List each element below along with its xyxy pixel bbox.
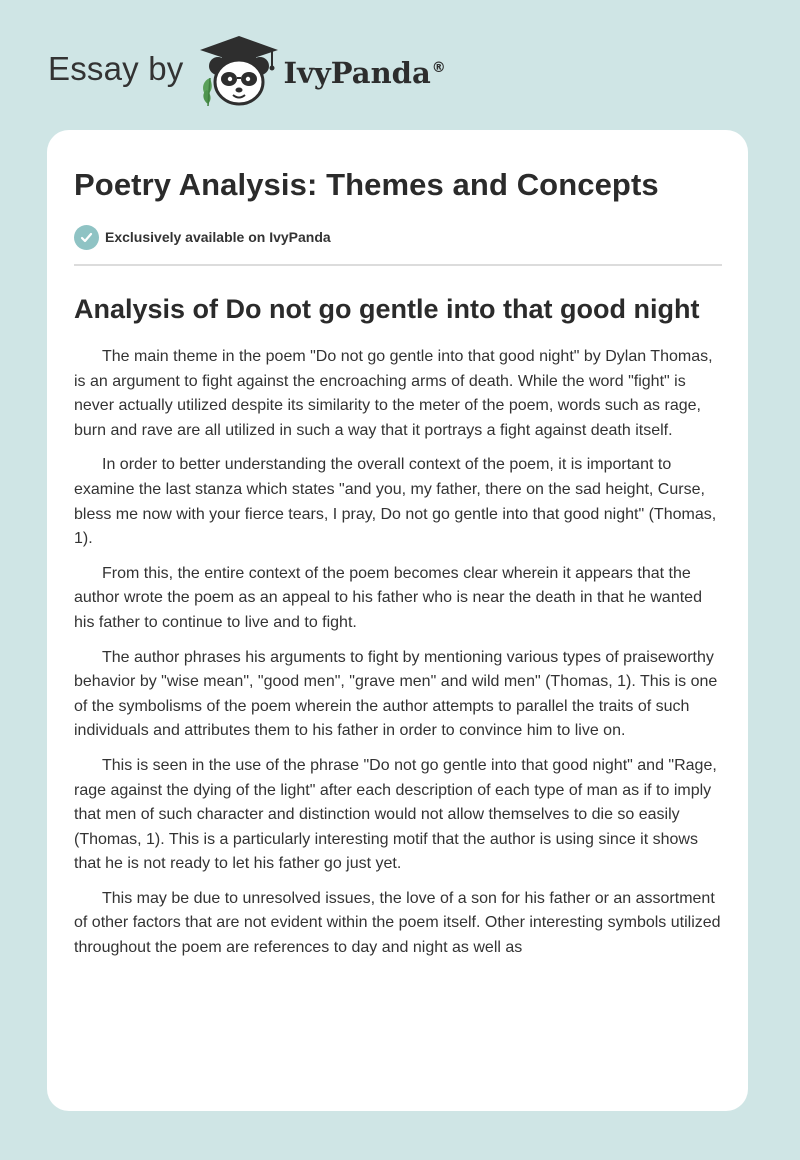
divider [74,264,722,266]
page-title: Poetry Analysis: Themes and Concepts [74,167,659,202]
panda-logo-icon [198,34,280,110]
brand-prefix: Essay by [48,50,184,87]
paragraph: From this, the entire context of the poem becomes clear wherein it appears that the author wrote the poem as an appeal to his father who is near the death in that he wanted his father to continue to live and to fight. [74,564,702,631]
brand-name: IvyPanda® [283,56,446,90]
paragraph: The author phrases his arguments to fight by mentioning various types of praiseworthy behavior by "wise mean", "good men", "grave men" and wild men" (Thomas, 1). This is one of the symbolisms of the poem wherein the author attempts to parallel the traits of such individuals and attributes them to his father in order to convince him to live on. [74,648,718,740]
paragraph: This may be due to unresolved issues, the love of a son for his father or an assortment of other factors that are not evident within the poem itself. Other interesting symbols utilized throughout the poem are references to day and night as well as [74,889,721,957]
paragraph: The main theme in the poem "Do not go gentle into that good night" by Dylan Thomas, is an argument to fight against the encroaching arms of death. While the word "fight" is never actually utilized despite its similarity to the meter of the poem, words such as rage, burn and rave are all utilized in such a way that it portrays a fight against death itself. [74,348,713,439]
paragraph: In order to better understanding the overall context of the poem, it is important to examine the last stanza which states "and you, my father, there on the sad height, Curse, bless me now with your fierce tears, I pray, Do not go gentle into that good night" (Thomas, 1). [74,456,717,548]
brand-header [48,34,446,110]
registered-mark: ® [431,60,446,77]
essay-card [47,130,748,1111]
section-heading: Analysis of Do not go gentle into that good night [74,294,700,324]
check-icon [74,225,99,250]
exclusive-label: Exclusively available on IvyPanda [105,229,331,245]
exclusive-notice [74,224,722,250]
paragraph: This is seen in the use of the phrase "Do not go gentle into that good night" and "Rage, rage against the dying of the light" after each description of each type of man as if to imply that men of such character and distinction would not allow themselves to die so easily (Thomas, 1). This is a particularly interesting motif that the author is using since it shows that he is not ready to let his father go just yet. [74,756,717,873]
